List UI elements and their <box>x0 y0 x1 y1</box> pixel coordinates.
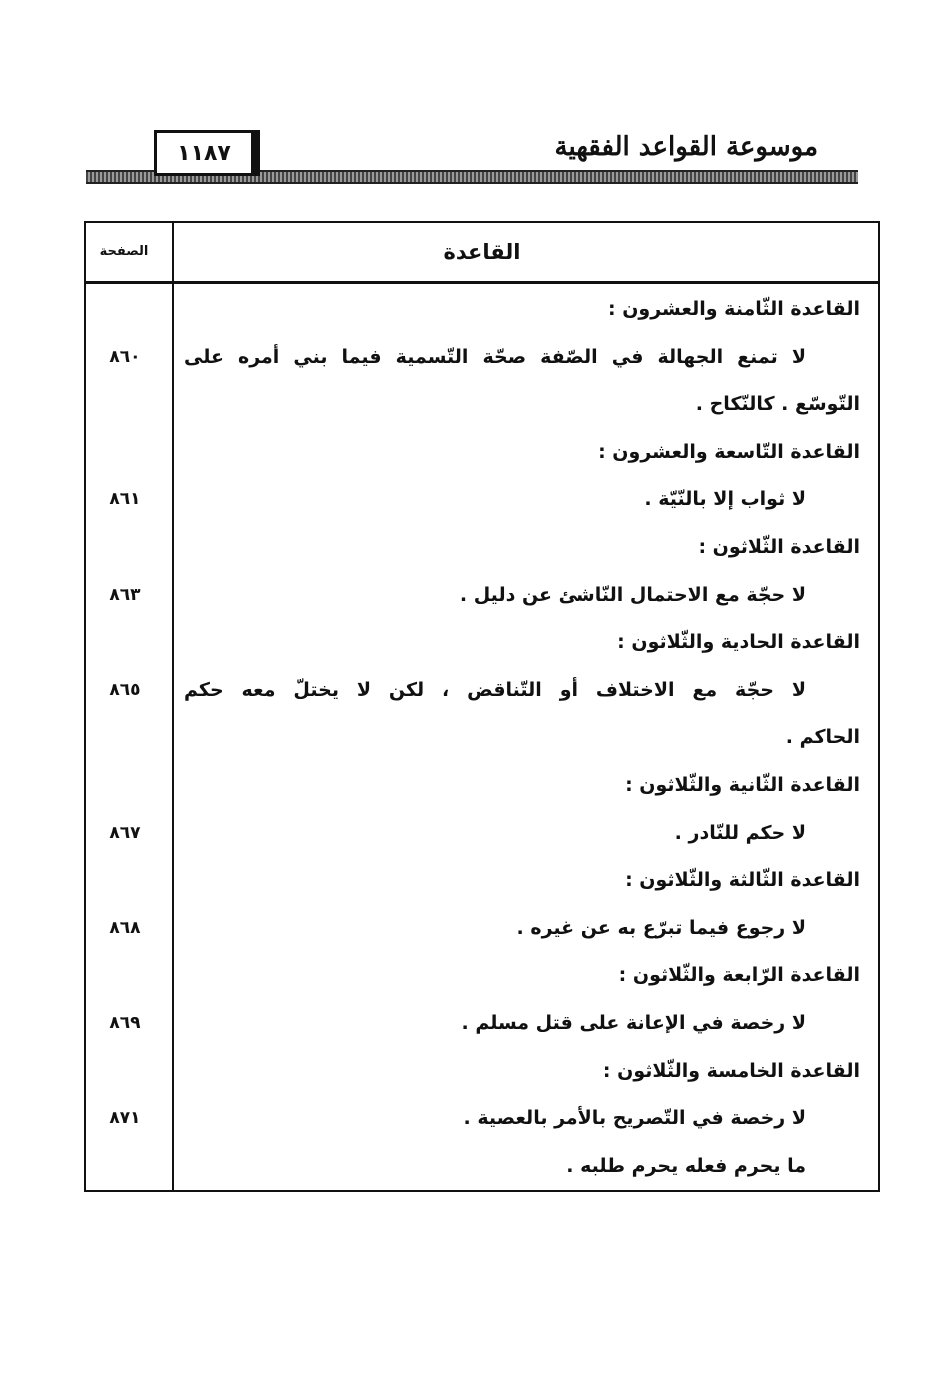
page-reference: ٨٦٧ <box>109 822 141 843</box>
rule-heading-row <box>86 856 878 904</box>
table-row <box>86 380 878 428</box>
table-row <box>86 475 878 523</box>
rule-heading: القاعدة الرّابعة والثّلاثون : <box>618 964 860 987</box>
rule-text-continuation: الحاكم . <box>785 726 860 749</box>
table-row <box>86 1142 878 1190</box>
table-header-row <box>86 223 878 283</box>
rule-heading-row <box>86 285 878 333</box>
rule-heading: القاعدة الخامسة والثّلاثون : <box>602 1059 860 1082</box>
rule-text: ما يحرم فعله يحرم طلبه . <box>566 1154 806 1177</box>
page-reference: ٨٦١ <box>109 489 141 510</box>
table-row <box>86 713 878 761</box>
rule-text: لا تمنع الجهالة في الصّفة صحّة التّسمية فيما بني أمره على <box>184 345 806 368</box>
rule-heading: القاعدة الثّانية والثّلاثون : <box>625 774 860 796</box>
rule-heading: القاعدة الثّامنة والعشرون : <box>607 298 860 320</box>
rule-heading-row <box>86 1047 878 1095</box>
table-row <box>86 666 878 714</box>
page-reference: ٨٦٣ <box>109 584 141 605</box>
page-reference: ٨٧١ <box>109 1108 141 1129</box>
rule-column-header: القاعدة <box>443 240 521 264</box>
rule-text-continuation: التّوسّع . كالنّكاح . <box>695 393 860 416</box>
page-reference: ٨٦٨ <box>109 917 141 938</box>
table-row <box>86 333 878 381</box>
rule-text: لا رخصة في الإعانة على قتل مسلم . <box>461 1012 806 1034</box>
page-header <box>86 128 858 184</box>
table-body <box>86 285 878 1190</box>
table-row <box>86 571 878 619</box>
book-title: موسوعة القواعد الفقهية <box>554 132 818 162</box>
rule-heading-row <box>86 428 878 476</box>
rule-heading-row <box>86 523 878 571</box>
rule-heading-row <box>86 761 878 809</box>
rule-heading: القاعدة التّاسعة والعشرون : <box>598 440 860 463</box>
page-reference: ٨٦٠ <box>109 346 141 367</box>
page-number: ١١٨٧ <box>154 130 254 176</box>
page-column-header: الصفحة <box>99 244 149 259</box>
rule-heading: القاعدة الثّالثة والثّلاثون : <box>625 869 860 892</box>
table-row <box>86 904 878 952</box>
rule-text: لا رجوع فيما تبرّع به عن غيره . <box>516 916 806 939</box>
rule-text: لا حكم للنّادر . <box>674 821 806 844</box>
rule-heading-row <box>86 618 878 666</box>
header-double-rule <box>86 283 878 284</box>
rule-heading-row <box>86 951 878 999</box>
table-row <box>86 809 878 857</box>
rule-text: لا رخصة في التّصريح بالأمر بالعصية . <box>463 1107 806 1130</box>
rule-heading: القاعدة الثّلاثون : <box>698 536 860 558</box>
rule-text: لا ثواب إلا بالنّيّة . <box>644 488 806 511</box>
table-row <box>86 999 878 1047</box>
rule-text: لا حجّة مع الاختلاف أو التّناقض ، لكن لا يختلّ معه حكم <box>184 678 806 701</box>
table-row <box>86 1094 878 1142</box>
rule-text: لا حجّة مع الاحتمال النّاشئ عن دليل . <box>459 583 806 606</box>
rules-index-table <box>84 221 880 1192</box>
page-reference: ٨٦٩ <box>109 1013 141 1033</box>
page-reference: ٨٦٥ <box>109 679 141 700</box>
rule-heading: القاعدة الحادية والثّلاثون : <box>617 631 860 654</box>
